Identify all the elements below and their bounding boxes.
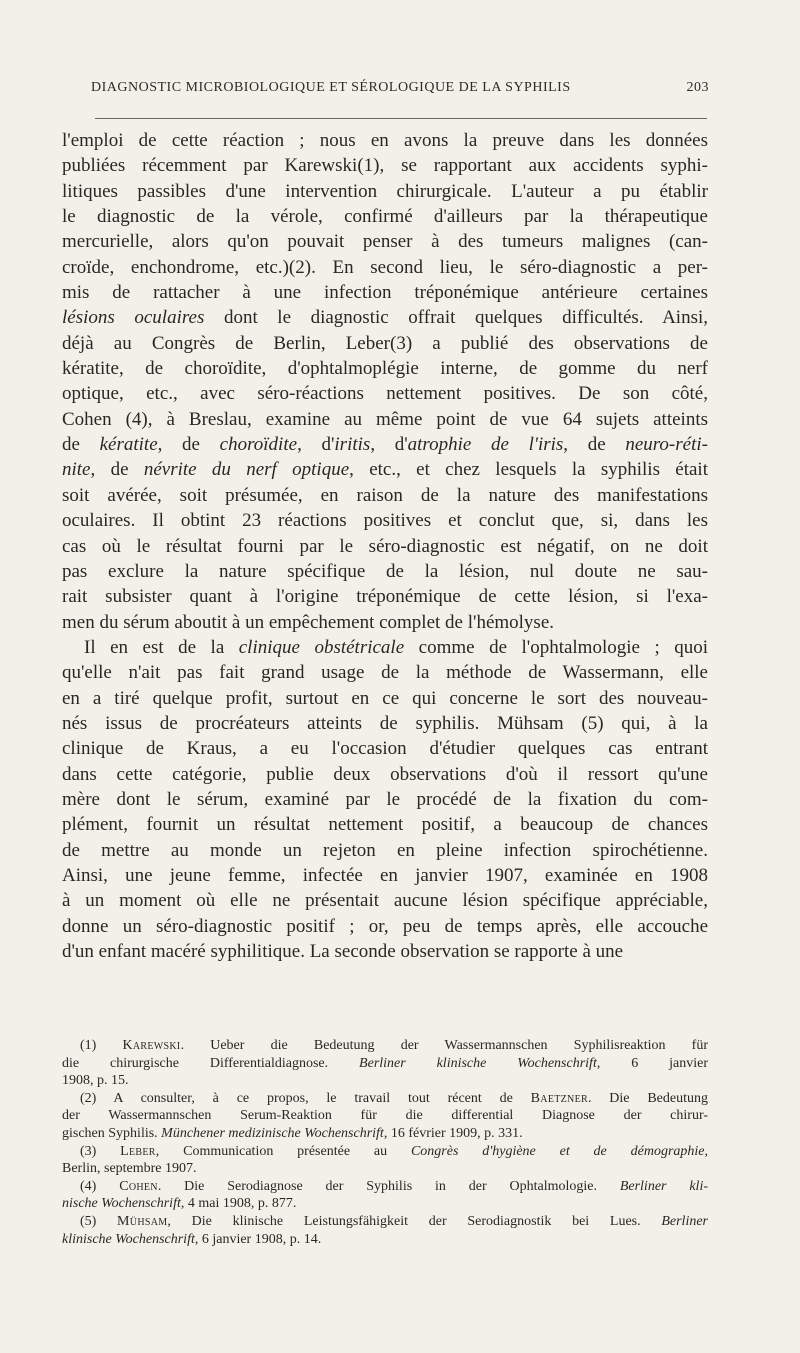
text-run: déjà au Congrès de Berlin, Leber(3) a publié des observations de [62, 332, 708, 354]
text-run: plément, fournit un résultat nettement positif, a beaucoup de chances [62, 814, 708, 836]
text-run: dans cette catégorie, publie deux observations d'où il ressort qu'une [62, 763, 708, 785]
italic-text: Berliner klinische Wochenschrift [359, 1055, 597, 1071]
author-name: Cohen [119, 1178, 158, 1194]
footnote-line [62, 1195, 708, 1213]
text-run: (4) [80, 1178, 120, 1194]
body-line [62, 508, 708, 533]
text-run: en a tiré quelque profit, surtout en ce qui concerne le sort des nouveau- [62, 687, 708, 709]
text-run: Ainsi, une jeune femme, infectée en janvier 1907, examinée en 1908 [62, 864, 708, 886]
body-line [62, 255, 708, 280]
body-line [62, 660, 708, 685]
text-run: , [704, 1143, 708, 1159]
text-run: comme de l'ophtalmologie ; quoi [404, 636, 708, 658]
text-run: mis de rattacher à une infection tréponémique antérieure certaines [62, 282, 708, 304]
body-line [62, 204, 708, 229]
text-run: , Die klinische Leistungsfähigkeit der Serodiagnostik bei Lues. [167, 1213, 662, 1229]
body-line [62, 635, 708, 660]
text-run: l'emploi de cette réaction ; nous en avons la preuve dans les données [62, 130, 708, 151]
italic-text: Congrès d'hygiène et de démographie [410, 1143, 705, 1159]
body-line [62, 610, 708, 635]
text-run: dont le diagnostic offrait quelques difficultés. Ainsi, [204, 307, 708, 329]
running-head-title: DIAGNOSTIC MICROBIOLOGIQUE ET SÉROLOGIQUE DE LA SYPHILIS [91, 80, 571, 95]
body-line [62, 381, 708, 406]
text-run: publiées récemment par Karewski(1), se rapportant aux accidents syphi- [62, 155, 708, 177]
body-line [62, 914, 708, 939]
italic-text: neuro-réti- [625, 434, 708, 456]
footnote-line [62, 1037, 708, 1055]
footnote-line [62, 1213, 708, 1231]
body-line [62, 686, 708, 711]
text-run: der Wassermannschen Serum-Reaktion für die differential Diagnose der chirur- [62, 1108, 708, 1124]
text-run: 1908, p. 15. [62, 1073, 129, 1089]
text-run: , 6 janvier [596, 1055, 708, 1071]
text-run: , 16 février 1909, p. 331. [383, 1125, 523, 1141]
italic-text: nische Wochenschrift [62, 1196, 181, 1212]
footnote-line [62, 1090, 708, 1108]
text-run: kératite, de choroïdite, d'ophtalmoplégie interne, de gomme du nerf [62, 358, 708, 380]
body-line [62, 483, 708, 508]
text-run: nés issus de procréateurs atteints de syphilis. Mühsam (5) qui, à la [62, 712, 708, 734]
text-run: , de [157, 434, 220, 456]
text-run: soit avérée, soit présumée, en raison de la nature des manifestations [62, 484, 708, 506]
body-line [62, 356, 708, 381]
body-line [62, 888, 708, 913]
text-run: qu'elle n'ait pas fait grand usage de la méthode de Wassermann, elle [62, 662, 708, 684]
text-run: , d' [370, 434, 408, 456]
text-run: gischen Syphilis. [62, 1125, 162, 1141]
italic-text: Berliner kli- [619, 1178, 708, 1194]
body-line [62, 305, 708, 330]
body-line [62, 584, 708, 609]
text-run: (3) [80, 1143, 121, 1159]
body-line [62, 179, 708, 204]
text-run: cas où le résultat fourni par le séro-diagnostic est négatif, on ne doit [62, 535, 708, 557]
text-run: (5) [80, 1213, 118, 1229]
body-line [62, 736, 708, 761]
footnote-line [62, 1178, 708, 1196]
italic-text: Berliner [661, 1213, 708, 1229]
body-line [62, 153, 708, 178]
text-run: litiques passibles d'une intervention chirurgicale. L'auteur a pu établir [62, 180, 708, 202]
text-run: à un moment où elle ne présentait aucune lésion spécifique appréciable, [62, 890, 708, 912]
text-run: , etc., et chez lesquels la syphilis était [349, 459, 708, 481]
footnote-line [62, 1143, 708, 1161]
text-run: die chirurgische Differentialdiagnose. [62, 1055, 360, 1071]
text-run: pas exclure la nature spécifique de la lésion, nul doute ne sau- [62, 560, 708, 582]
body-line [62, 559, 708, 584]
text-run: oculaires. Il obtint 23 réactions positives et conclut que, si, dans les [62, 510, 708, 532]
text-run: de [62, 434, 100, 456]
text-run: rait subsister quant à l'origine tréponémique de cette lésion, si l'exa- [62, 586, 708, 608]
body-line [62, 939, 708, 964]
text-run: d'un enfant macéré syphilitique. La seconde observation se rapporte à une [62, 941, 624, 962]
body-line [62, 457, 708, 482]
running-head [91, 80, 709, 96]
italic-text: iritis [334, 434, 371, 456]
text-run: mère dont le sérum, examiné par le procédé de la fixation du com- [62, 788, 708, 810]
footnote-line [62, 1231, 708, 1249]
italic-text: lésions oculaires [62, 307, 205, 329]
header-rule [95, 118, 707, 119]
footnote-line [62, 1072, 708, 1090]
footnotes [62, 1037, 708, 1248]
author-name: Leber [120, 1143, 156, 1159]
body-line [62, 534, 708, 559]
text-run: men du sérum aboutit à un empêchement complet de l'hémolyse. [62, 611, 555, 633]
footnote-line [62, 1107, 708, 1125]
text-run: Cohen (4), à Breslau, examine au même point de vue 64 sujets atteints [62, 408, 708, 430]
footnote-line [62, 1160, 708, 1178]
body-line [62, 762, 708, 787]
body-line [62, 331, 708, 356]
footnote-line [62, 1125, 708, 1143]
text-run: optique, etc., avec séro-réactions nettement positives. De son côté, [62, 383, 708, 405]
italic-text: Münchener medizinische Wochenschrift [161, 1125, 384, 1141]
text-run: Berlin, septembre 1907. [62, 1161, 197, 1177]
body-line [62, 711, 708, 736]
body-line [62, 128, 708, 153]
text-run: , 4 mai 1908, p. 877. [180, 1196, 297, 1212]
text-run: , 6 janvier 1908, p. 14. [194, 1231, 322, 1247]
author-name: Baetzner [530, 1090, 588, 1106]
body-line [62, 432, 708, 457]
footnote-line [62, 1055, 708, 1073]
text-run: de mettre au monde un rejeton en pleine infection spirochétienne. [62, 839, 708, 861]
italic-text: atrophie de l'iris [407, 434, 564, 456]
text-run: clinique de Kraus, a eu l'occasion d'étudier quelques cas entrant [62, 738, 708, 760]
body-line [62, 280, 708, 305]
text-run: , d' [297, 434, 335, 456]
text-run: le diagnostic de la vérole, confirmé d'ailleurs par la thérapeutique [62, 206, 708, 228]
body-line [62, 863, 708, 888]
text-run: , de [90, 459, 144, 481]
text-run: (1) [80, 1038, 123, 1053]
italic-text: clinique obstétricale [238, 636, 405, 658]
page-number: 203 [686, 80, 709, 95]
text-run: mercurielle, alors qu'on pouvait penser à des tumeurs malignes (can- [62, 231, 708, 253]
text-run: donne un séro-diagnostic positif ; or, peu de temps après, elle accouche [62, 915, 708, 937]
body-line [62, 787, 708, 812]
text-run: Il en est de la [84, 636, 239, 658]
text-run: . Die Bedeutung [587, 1090, 708, 1106]
body-line [62, 838, 708, 863]
italic-text: nite [62, 459, 91, 481]
body-line [62, 229, 708, 254]
text-run: . Ueber die Bedeutung der Wassermannschen Syphilisreaktion für [180, 1038, 708, 1053]
italic-text: choroïdite [219, 434, 298, 456]
text-run: croïde, enchondrome, etc.)(2). En second lieu, le séro-diagnostic a per- [62, 256, 708, 278]
body-line [62, 812, 708, 837]
italic-text: klinische Wochenschrift [62, 1231, 195, 1247]
text-run: . Die Serodiagnose der Syphilis in der Ophtalmologie. [157, 1178, 620, 1194]
text-run: , de [563, 434, 626, 456]
author-name: Mühsam [117, 1213, 168, 1229]
author-name: Karewski [122, 1038, 181, 1053]
italic-text: kératite [99, 434, 158, 456]
body-text [62, 128, 708, 964]
body-line [62, 407, 708, 432]
text-run: (2) A consulter, à ce propos, le travail tout récent de [80, 1090, 531, 1106]
text-run: , Communication présentée au [155, 1143, 411, 1159]
italic-text: névrite du nerf optique [143, 459, 350, 481]
